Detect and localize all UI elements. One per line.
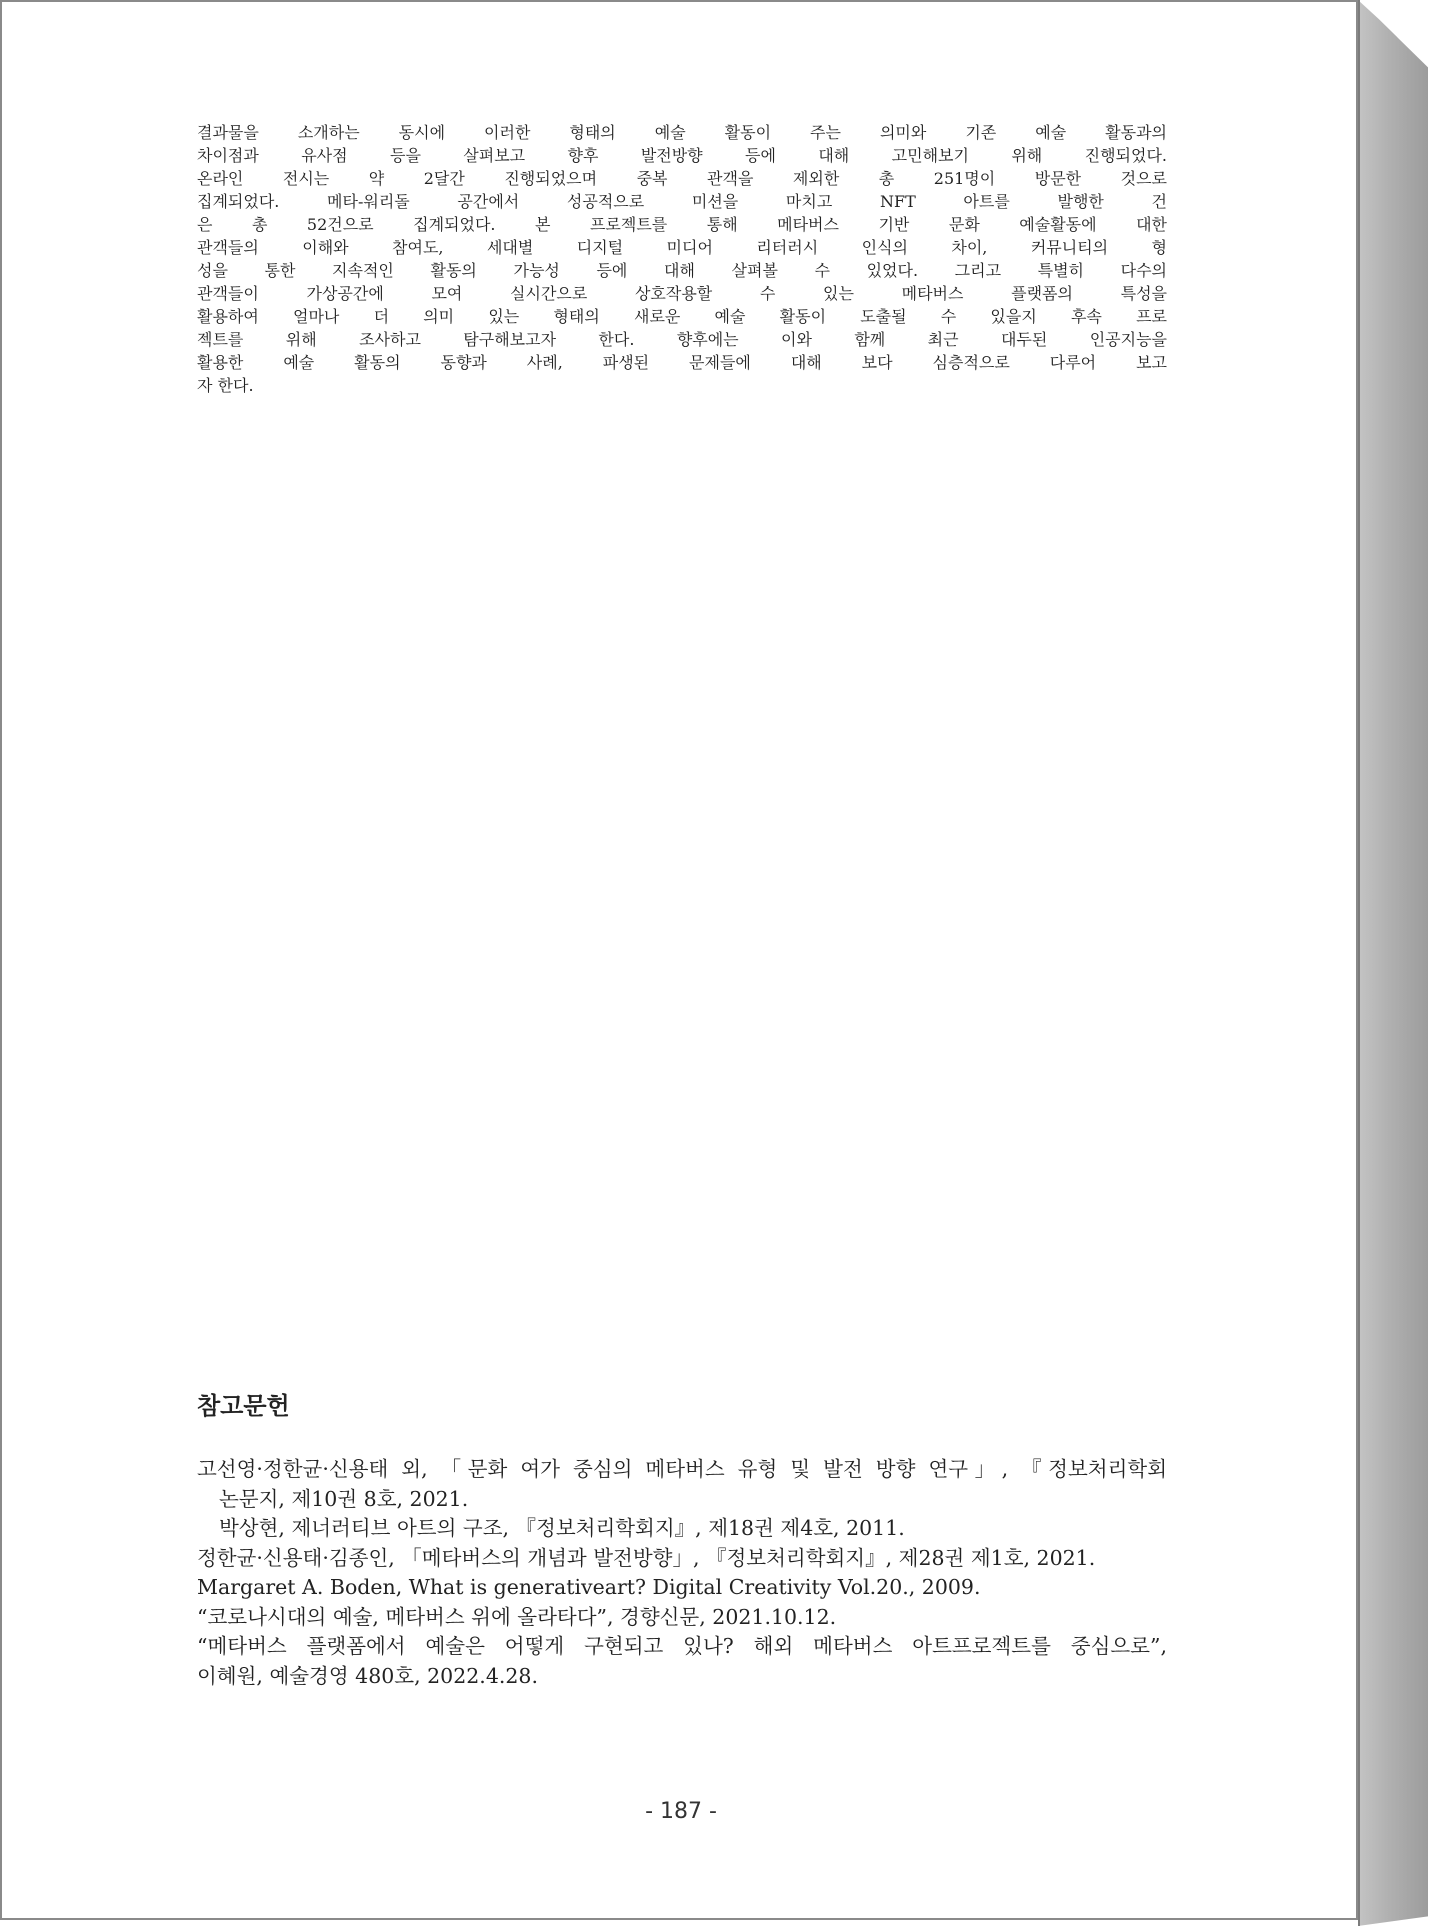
- body-line: 활용한 예술 활동의 동향과 사례, 파생된 문제들에 대해 보다 심층적으로 다루어 보고: [197, 353, 1167, 372]
- body-line: 활용하여 얼마나 더 의미 있는 형태의 새로운 예술 활동이 도출될 수 있을지 후속 프로: [197, 307, 1167, 326]
- body-line: 결과물을 소개하는 동시에 이러한 형태의 예술 활동이 주는 의미와 기존 예술 활동과의: [197, 123, 1167, 142]
- body-line: 젝트를 위해 조사하고 탐구해보고자 한다. 향후에는 이와 함께 최근 대두된 인공지능을: [197, 330, 1167, 349]
- body-line: 집계되었다. 메타-워리돌 공간에서 성공적으로 미션을 마치고 NFT 아트를 발행한 건: [197, 192, 1167, 211]
- reference-entry: Margaret A. Boden, What is generativeart? Digital Creativity Vol.20., 2009.: [197, 1575, 981, 1599]
- reference-entry: 박상현, 제너러티브 아트의 구조, 『정보처리학회지』, 제18권 제4호, 2011.: [219, 1516, 905, 1540]
- reference-entry: “코로나시대의 예술, 메타버스 위에 올라타다”, 경향신문, 2021.10.12.: [197, 1604, 837, 1629]
- references-list: [197, 1455, 1167, 1691]
- body-line: 관객들이 가상공간에 모여 실시간으로 상호작용할 수 있는 메타버스 플랫폼의 특성을: [197, 284, 1167, 303]
- body-paragraph: [197, 120, 1167, 396]
- page-number: - 187 -: [645, 1799, 717, 1824]
- reference-entry-continuation: 이혜원, 예술경영 480호, 2022.4.28.: [197, 1663, 538, 1688]
- references-heading: 참고문헌: [197, 1392, 290, 1420]
- reference-entry-continuation: 논문지, 제10권 8호, 2021.: [219, 1486, 469, 1511]
- body-line: 온라인 전시는 약 2달간 진행되었으며 중복 관객을 제외한 총 251명이 방문한 것으로: [197, 169, 1167, 188]
- reference-entry: 고선영·정한균·신용태 외, 「문화 여가 중심의 메타버스 유형 및 발전 방향 연구」, 『정보처리학회: [197, 1457, 1167, 1481]
- reference-entry: 정한균·신용태·김종인, 「메타버스의 개념과 발전방향」, 『정보처리학회지』, 제28권 제1호, 2021.: [197, 1545, 1096, 1570]
- body-line: 자 한다.: [197, 376, 254, 395]
- body-line: 성을 통한 지속적인 활동의 가능성 등에 대해 살펴볼 수 있었다. 그리고 특별히 다수의: [197, 261, 1167, 280]
- body-line: 차이점과 유사점 등을 살펴보고 향후 발전방향 등에 대해 고민해보기 위해 진행되었다.: [197, 146, 1167, 165]
- reference-entry: “메타버스 플랫폼에서 예술은 어떻게 구현되고 있나? 해외 메타버스 아트프로젝트를 중심으로”,: [197, 1634, 1167, 1658]
- body-line: 관객들의 이해와 참여도, 세대별 디지털 미디어 리터러시 인식의 차이, 커뮤니티의 형: [197, 238, 1167, 257]
- body-line: 은 총 52건으로 집계되었다. 본 프로젝트를 통해 메타버스 기반 문화 예술활동에 대한: [197, 215, 1167, 234]
- page-edge-line: [1358, 0, 1360, 1926]
- page-stack-edge: [1358, 0, 1428, 1926]
